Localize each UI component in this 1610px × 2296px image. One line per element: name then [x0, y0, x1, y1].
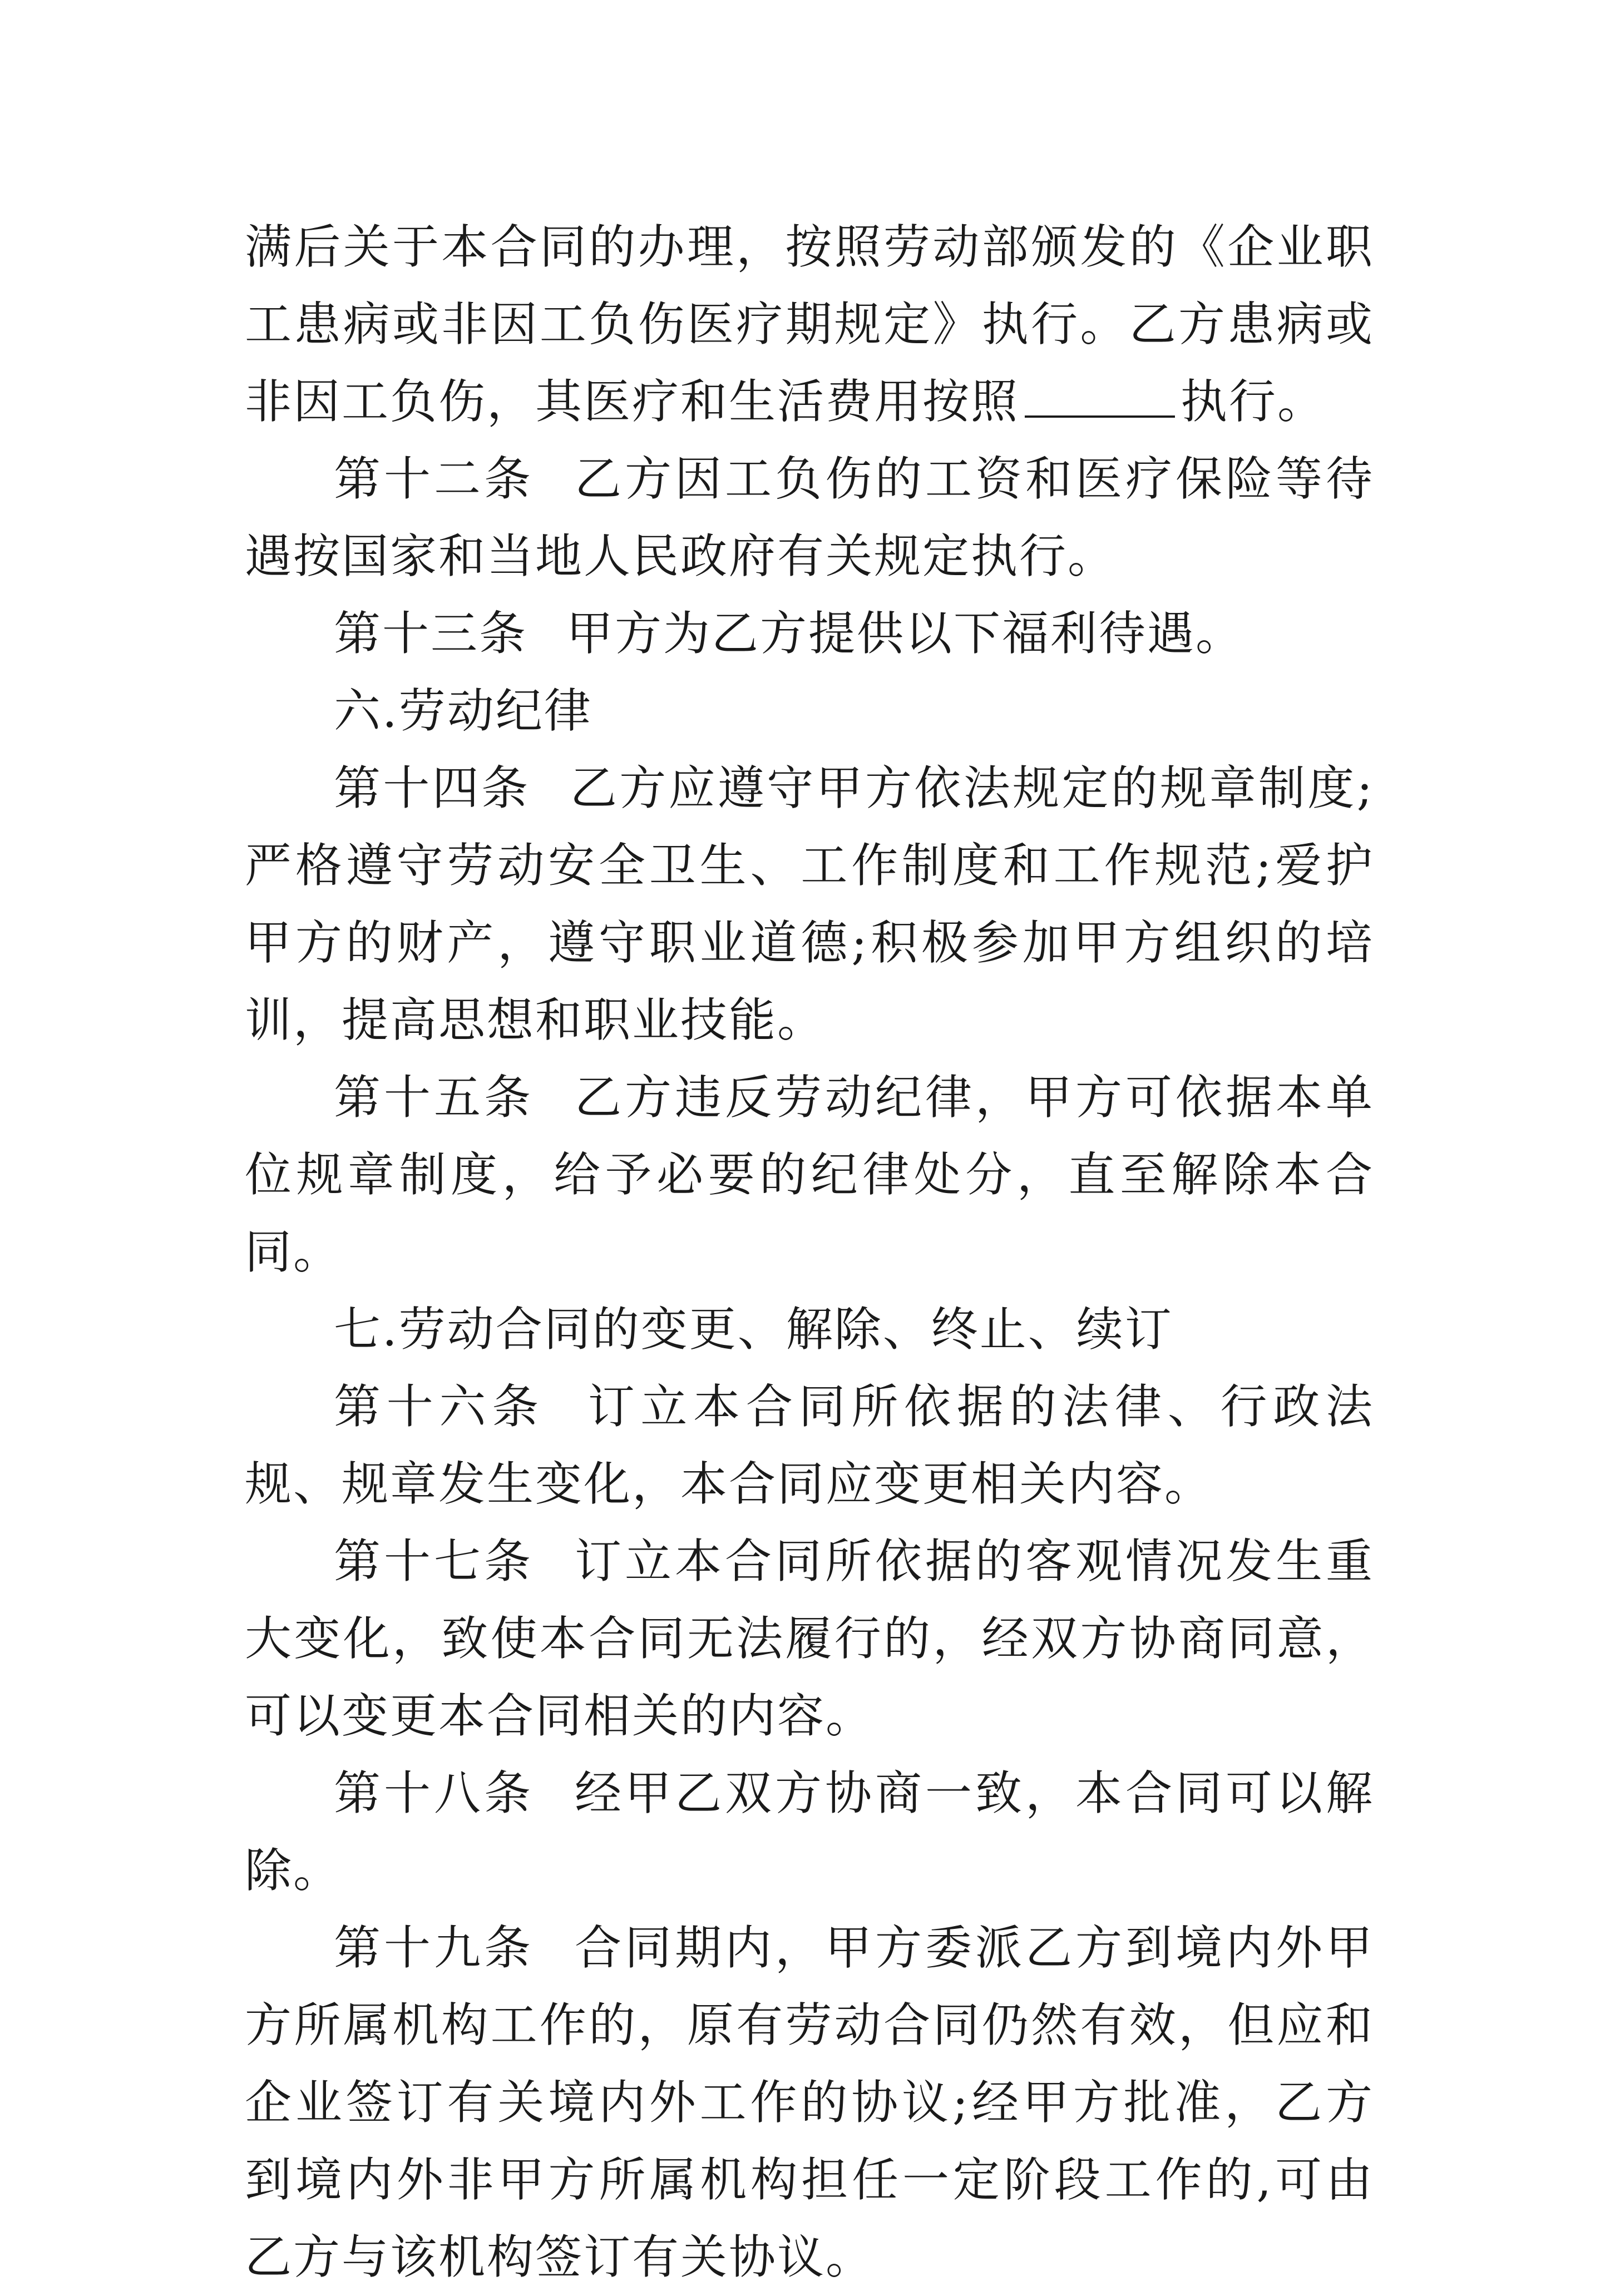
- article-text: 经甲乙双方协商一致，本合同可以解除。: [245, 1766, 1374, 1898]
- article-number: 第十七条: [334, 1534, 534, 1589]
- section-heading-6: 六.劳动纪律: [334, 684, 592, 738]
- article-number: 第十二条: [334, 452, 534, 506]
- article-number: 第十三条: [334, 606, 528, 661]
- article-text: 合同期内，甲方委派乙方到境内外甲方所属机构工作的，原有劳动合同仍然有效，但应和企业签订有关境内外工作的协议;经甲方批准，乙方到境内外非甲方所属机构担任一定阶段工作的,可由乙方与该机构签订有关协议。: [245, 1921, 1374, 2284]
- paragraph-continuation: [245, 209, 1374, 441]
- article-text: 乙方因工负伤的工资和医疗保险等待遇按国家和当地人民政府有关规定执行。: [245, 452, 1374, 583]
- article-number: 第十九条: [334, 1921, 534, 1975]
- article-text: 订立本合同所依据的法律、行政法规、规章发生变化，本合同应变更相关内容。: [245, 1379, 1374, 1511]
- article-15: [245, 1059, 1374, 1291]
- article-text: 订立本合同所依据的客观情况发生重大变化，致使本合同无法履行的，经双方协商同意，可以变更本合同相关的内容。: [245, 1534, 1374, 1743]
- section-heading-7: 七.劳动合同的变更、解除、终止、续订: [334, 1302, 1173, 1357]
- document-body: [245, 209, 1374, 2296]
- article-12: [245, 441, 1374, 595]
- article-number: 第十六条: [334, 1379, 545, 1434]
- article-17: [245, 1523, 1374, 1755]
- article-text: 乙方违反劳动纪律，甲方可依据本单位规章制度，给予必要的纪律处分，直至解除本合同。: [245, 1070, 1374, 1279]
- article-number: 第十五条: [334, 1070, 534, 1125]
- fill-in-blank: [1025, 377, 1175, 418]
- paragraph-text: 满后关于本合同的办理，按照劳动部颁发的《企业职工患病或非因工负伤医疗期规定》执行。乙方患病或非因工负伤，其医疗和生活费用按照: [245, 220, 1374, 429]
- article-18: [245, 1755, 1374, 1909]
- article-13: [245, 595, 1374, 672]
- article-text: 甲方为乙方提供以下福利待遇。: [566, 606, 1244, 661]
- article-text: 乙方应遵守甲方依法规定的规章制度;严格遵守劳动安全卫生、工作制度和工作规范;爱护甲方的财产，遵守职业道德;积极参加甲方组织的培训，提高思想和职业技能。: [245, 761, 1374, 1047]
- article-16: [245, 1368, 1374, 1523]
- article-14: [245, 750, 1374, 1059]
- article-number: 第十八条: [334, 1766, 534, 1820]
- article-number: 第十四条: [334, 761, 531, 815]
- paragraph-text-end: 执行。: [1181, 374, 1326, 429]
- article-19: [245, 1909, 1374, 2296]
